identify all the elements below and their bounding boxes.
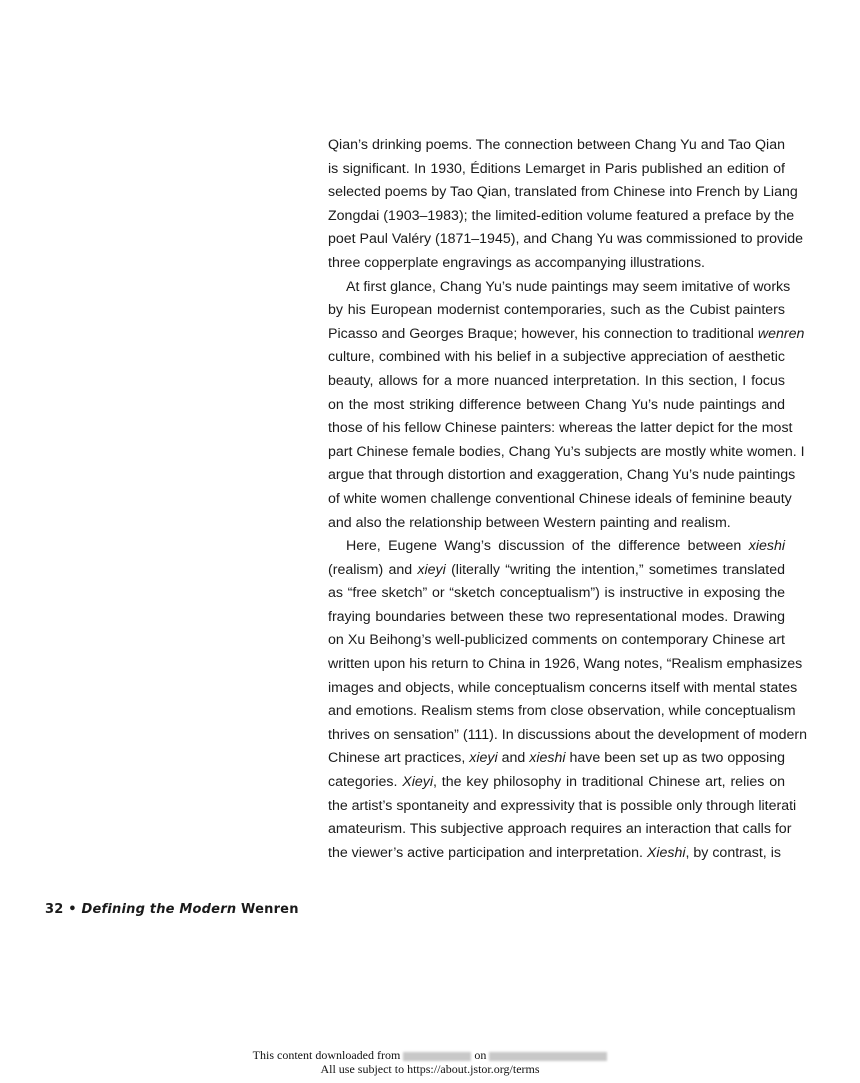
italic-term: Xieyi: [402, 774, 434, 791]
text-run: Here, Eugene Wang’s discussion of the difference between: [346, 538, 749, 555]
paragraph-3-line: [328, 559, 785, 583]
text-run: selected poems by Tao Qian, translated from Chinese into French by Liang: [328, 184, 798, 201]
download-on: on: [474, 1048, 487, 1062]
text-run: on Xu Beihong’s well-publicized comments on contemporary Chinese art: [328, 632, 785, 649]
text-run: Zongdai (1903–1983); the limited-edition volume featured a preface by the: [328, 207, 795, 224]
paragraph-3-line: [328, 795, 797, 819]
text-run: , by contrast, is: [685, 844, 781, 861]
paragraph-2-line: [328, 512, 785, 536]
text-run: thrives on sensation” (111). In discussions about the development of modern: [328, 726, 807, 743]
terms-line: All use subject to https://about.jstor.org/terms: [320, 1062, 540, 1076]
paragraph-1-line: [328, 181, 798, 205]
text-run: the artist’s spontaneity and expressivity that is possible only through literati: [328, 797, 797, 814]
text-run: written upon his return to China in 1926, Wang notes, “Realism emphasizes: [328, 656, 803, 673]
redacted-timestamp: [489, 1052, 607, 1061]
paragraph-3-line: [328, 582, 785, 606]
italic-term: xieyi: [469, 750, 498, 767]
download-line: [0, 1048, 860, 1062]
running-title-roman: Wenren: [241, 902, 299, 917]
paragraph-3-line: [328, 747, 785, 771]
paragraph-1-line: [328, 158, 785, 182]
separator: •: [68, 902, 77, 917]
running-title-italic: Defining the Modern: [81, 902, 237, 917]
text-run: by his European modernist contemporaries, such as the Cubist painters: [328, 302, 785, 319]
paragraph-1-line: [328, 205, 795, 229]
paragraph-2-line: [328, 276, 791, 300]
italic-term: wenren: [757, 325, 805, 342]
text-run: Picasso and Georges Braque; however, his connection to traditional: [328, 325, 758, 342]
text-run: and emotions. Realism stems from close observation, while conceptualism: [328, 703, 796, 720]
paragraph-1-line: [328, 134, 785, 158]
paragraph-2-line: [328, 394, 785, 418]
text-run: beauty, allows for a more nuanced interpretation. In this section, I focus: [328, 372, 785, 389]
paragraph-3-line: [328, 677, 798, 701]
paragraph-3-line: [328, 629, 785, 653]
italic-term: xieyi: [417, 561, 446, 578]
italic-term: Xieshi: [646, 844, 686, 861]
text-run: At first glance, Chang Yu’s nude paintings may seem imitative of works: [346, 278, 791, 295]
text-run: argue that through distortion and exaggeration, Chang Yu’s nude paintings: [328, 467, 796, 484]
text-run: and: [497, 750, 530, 767]
text-run: on the most striking difference between Chang Yu’s nude paintings and: [328, 396, 785, 413]
text-run: is significant. In 1930, Éditions Lemarget in Paris published an edition of: [328, 160, 785, 177]
page-number: 32: [45, 902, 64, 917]
paragraph-2-line: [328, 323, 805, 347]
text-run: as “free sketch” or “sketch conceptualism”) is instructive in exposing the: [328, 585, 785, 602]
text-run: poet Paul Valéry (1871–1945), and Chang Yu was commissioned to provide: [328, 231, 804, 248]
text-run: have been set up as two opposing: [565, 750, 785, 767]
text-run: part Chinese female bodies, Chang Yu’s subjects are mostly white women. I: [328, 443, 805, 460]
paragraph-3-line: [328, 535, 785, 559]
italic-term: xieshi: [529, 750, 566, 767]
paragraph-3-line: [328, 606, 785, 630]
paragraph-2-line: [328, 488, 792, 512]
text-run: (literally “writing the intention,” sometimes translated: [445, 561, 785, 578]
paragraph-3-line: [328, 653, 803, 677]
page-footer-folio: [45, 902, 299, 917]
text-run: (realism) and: [328, 561, 418, 578]
paragraph-2-line: [328, 370, 785, 394]
text-run: those of his fellow Chinese painters: whereas the latter depict for the most: [328, 420, 793, 437]
paragraph-3-line: [328, 700, 796, 724]
body-text: [328, 134, 807, 865]
paragraph-1-line: [328, 252, 785, 276]
jstor-download-notice: [0, 1048, 860, 1076]
text-run: the viewer’s active participation and interpretation.: [328, 844, 647, 861]
paragraph-2-line: [328, 464, 796, 488]
paragraph-2-line: [328, 346, 785, 370]
text-run: Qian’s drinking poems. The connection between Chang Yu and Tao Qian: [328, 137, 785, 153]
text-run: amateurism. This subjective approach requires an interaction that calls for: [328, 821, 792, 838]
paragraph-3-line: [328, 842, 785, 866]
text-run: and also the relationship between Western painting and realism.: [328, 514, 731, 531]
text-run: images and objects, while conceptualism concerns itself with mental states: [328, 679, 798, 696]
text-run: culture, combined with his belief in a subjective appreciation of aesthetic: [328, 349, 785, 366]
text-run: fraying boundaries between these two representational modes. Drawing: [328, 608, 785, 625]
paragraph-3-line: [328, 818, 792, 842]
text-run: , the key philosophy in traditional Chinese art, relies on: [433, 774, 785, 791]
paragraph-2-line: [328, 441, 805, 465]
text-run: three copperplate engravings as accompanying illustrations.: [328, 254, 705, 271]
download-prefix: This content downloaded from: [252, 1048, 401, 1062]
paragraph-2-line: [328, 299, 785, 323]
paragraph-2-line: [328, 417, 793, 441]
text-run: categories.: [328, 774, 403, 791]
redacted-ip: [403, 1052, 471, 1061]
text-run: of white women challenge conventional Chinese ideals of feminine beauty: [328, 490, 792, 507]
paragraph-1-line: [328, 228, 804, 252]
text-run: Chinese art practices,: [328, 750, 470, 767]
italic-term: xieshi: [748, 538, 785, 555]
paragraph-3-line: [328, 771, 785, 795]
paragraph-3-line: [328, 724, 807, 748]
